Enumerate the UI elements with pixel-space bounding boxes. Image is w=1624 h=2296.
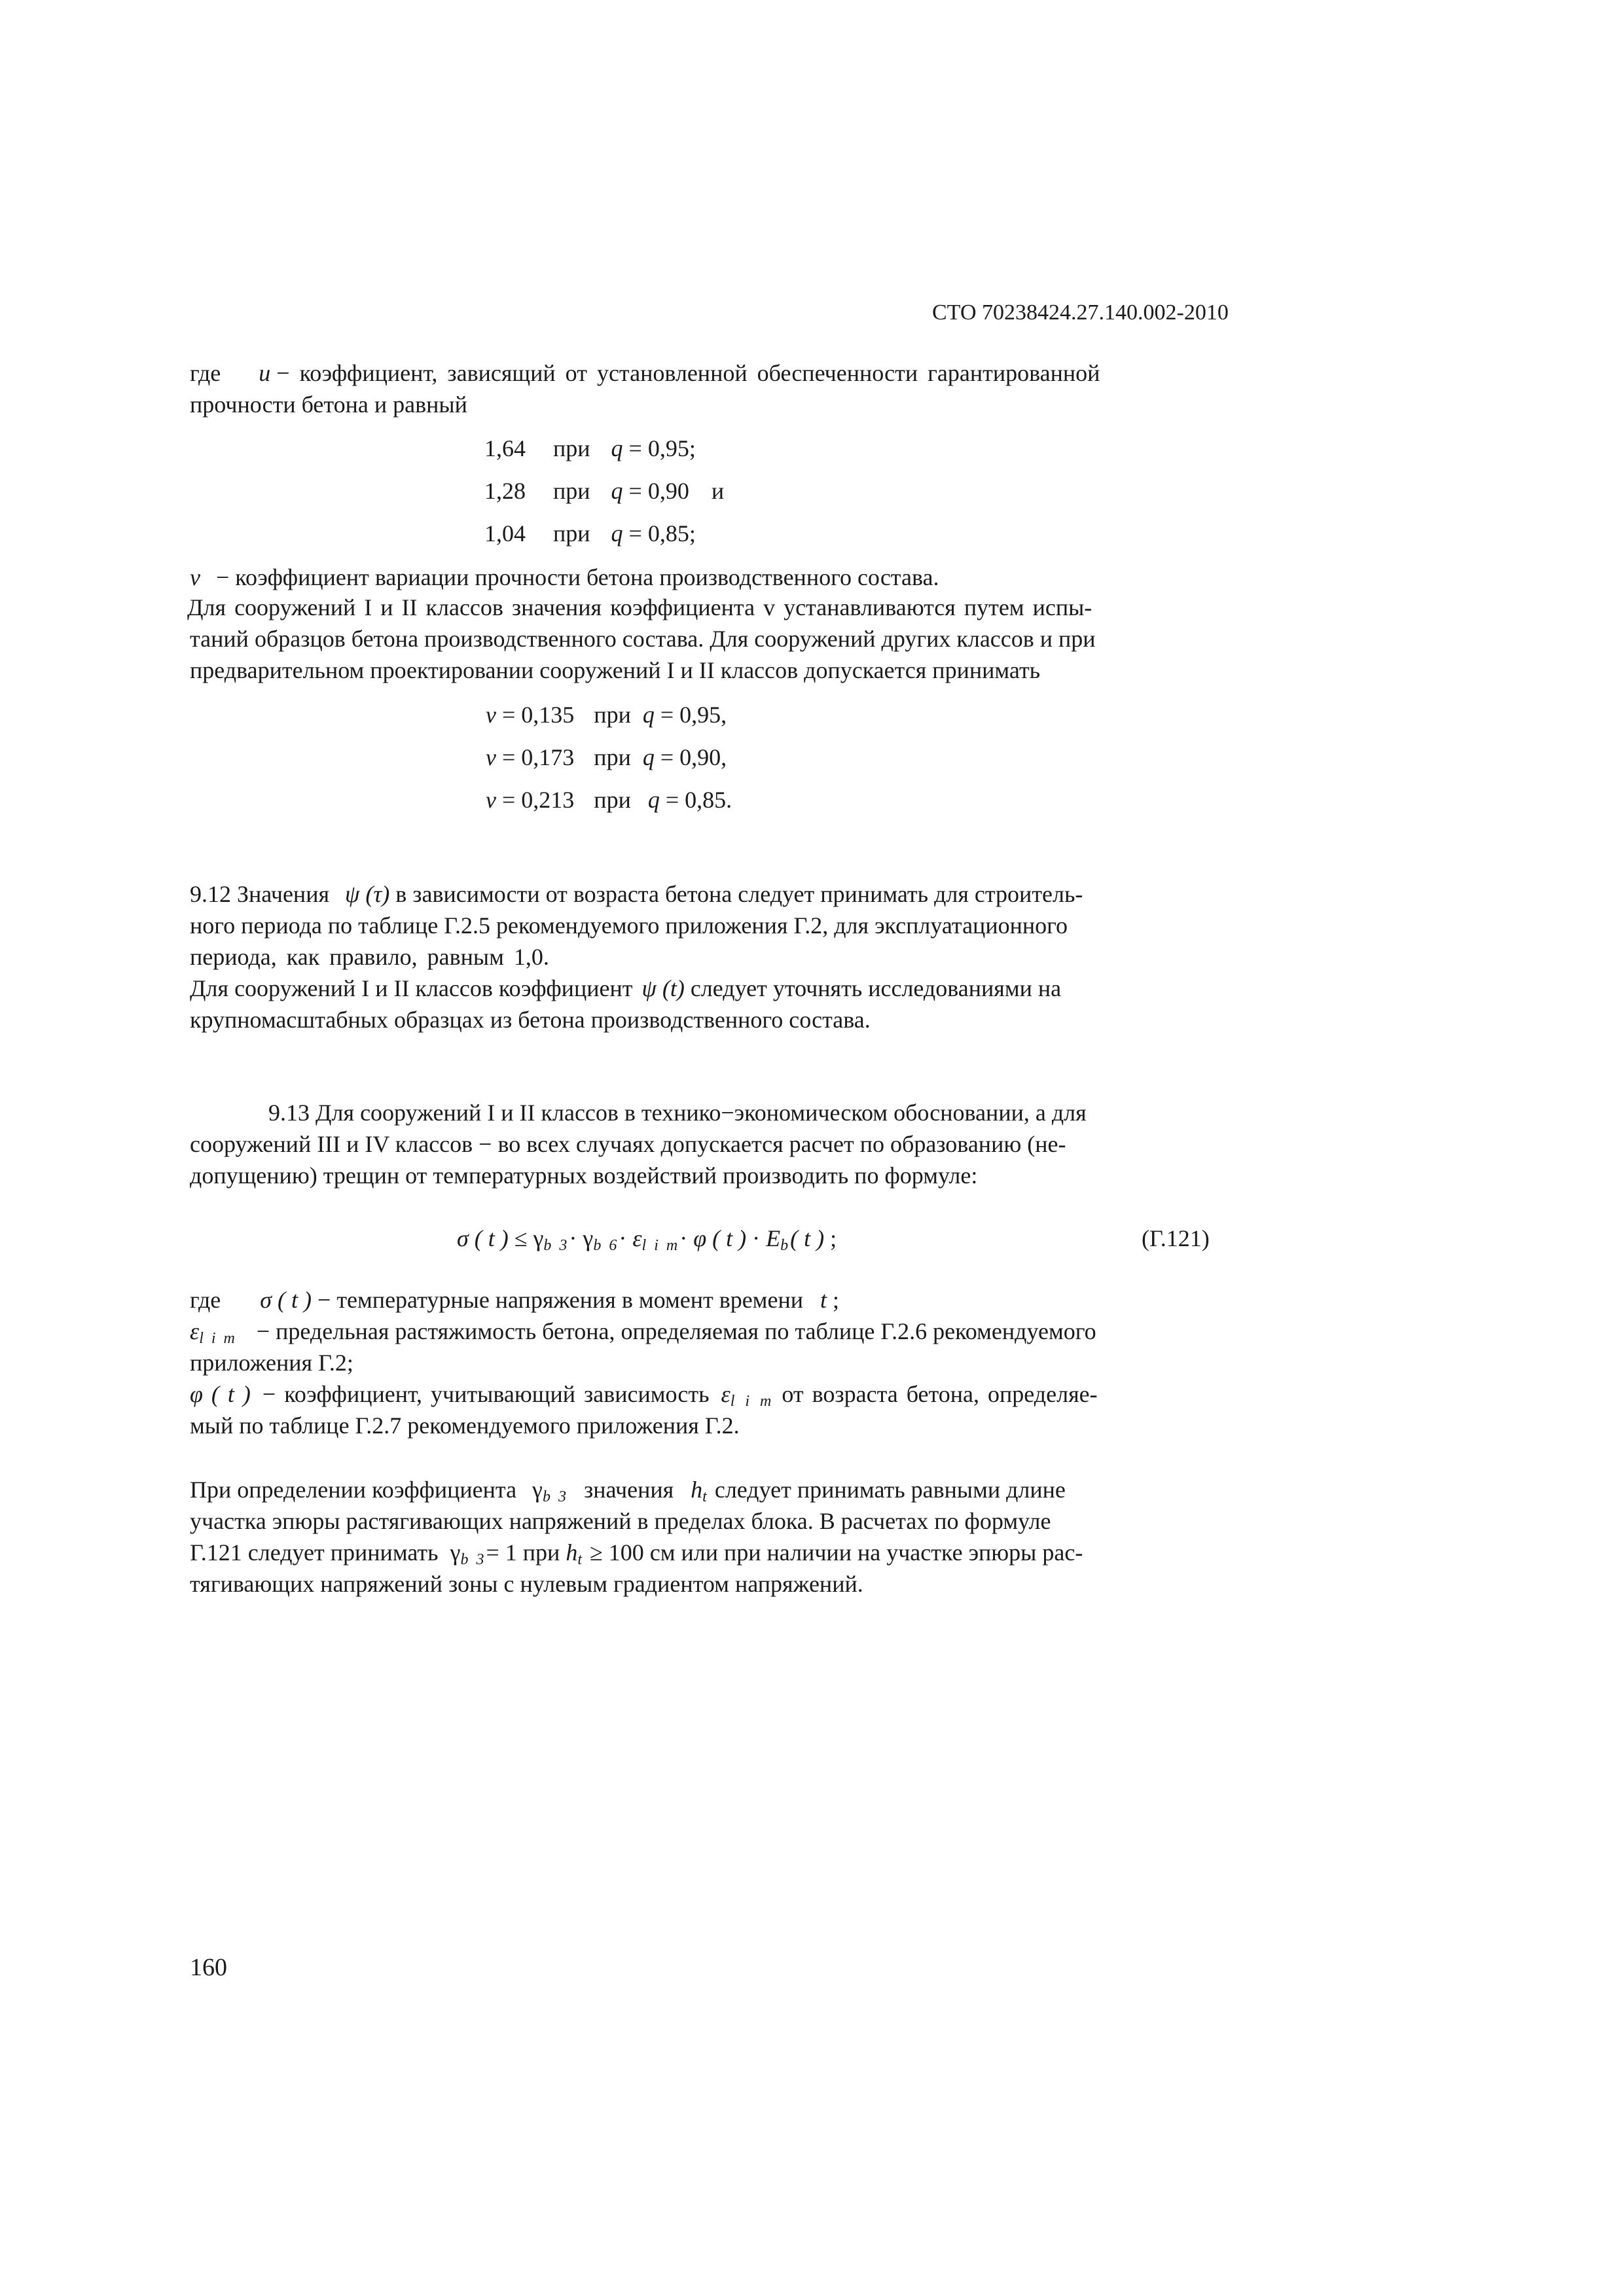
para-v-line2: Для сооружений I и II классов значения коэффициента v устанавливаются путем испы- xyxy=(187,594,1092,620)
section-913-line3: допущению) трещин от температурных воздействий производить по формуле: xyxy=(190,1162,978,1189)
page-number: 160 xyxy=(190,1954,227,1981)
final-line1: При определении коэффициента $\gamma_{b 3}$ значения $h_t$ следует принимать равными длине xyxy=(190,1477,1066,1505)
formula-g121: σ ( t ) ≤ $\gamma_{b 3}\cdot \gamma_{b 6}\cdot \varepsilon_{l i m}\cdot \varphi$ ( t ) · $E_b$( t ) ; xyxy=(457,1225,837,1254)
section-912-line1: 9.12 Значения ψ (τ) в зависимости от возраста бетона следует принимать для строитель- xyxy=(190,881,1083,907)
section-913-line2: сооружений III и IV классов − во всех случаях допускается расчет по образованию (не- xyxy=(190,1131,1066,1157)
section-912-line2: ного периода по таблице Г.2.5 рекомендуемого приложения Г.2, для эксплуатационного xyxy=(190,912,1068,939)
v-value-row: v = 0,173 при q = 0,90, xyxy=(486,744,727,770)
def-phi-line2: мый по таблице Г.2.7 рекомендуемого приложения Г.2. xyxy=(190,1412,740,1439)
section-912-line3: периода, как правило, равным 1,0. xyxy=(190,944,549,970)
v-symbol: v xyxy=(190,564,200,590)
v-value-row: v = 0,135 при q = 0,95, xyxy=(486,702,727,728)
def-eps: $\varepsilon_{l i m}$ − предельная растяжимость бетона, определяемая по таблице Г.2.6 рекомендуемого xyxy=(190,1318,1096,1347)
document-code: СТО 70238424.27.140.002-2010 xyxy=(932,300,1229,325)
u-value-row: 1,04 при q = 0,85; xyxy=(484,520,696,547)
u-value-row: 1,64 при q = 0,95; xyxy=(484,435,696,461)
section-913-line1: 9.13 Для сооружений I и II классов в технико−экономическом обосновании, а для xyxy=(268,1100,1087,1126)
def-phi: φ ( t ) − коэффициент, учитывающий зависимость $\varepsilon_{l i m}$ от возраста бетона, определяе- xyxy=(190,1381,1098,1410)
para-v-line3: таний образцов бетона производственного состава. Для сооружений других классов и при xyxy=(190,626,1096,652)
final-line2: участка эпюры растягивающих напряжений в пределах блока. В расчетах по формуле xyxy=(190,1508,1051,1534)
where-label: где xyxy=(190,360,221,386)
def-sigma: где σ ( t ) − температурные напряжения в момент времени t ; xyxy=(190,1287,840,1313)
para-v-line4: предварительном проектировании сооружений I и II классов допускается принимать xyxy=(190,657,1041,683)
u-value-row: 1,28 при q = 0,90 и xyxy=(484,478,725,504)
psi-tau-symbol: ψ (τ) xyxy=(345,881,390,907)
final-line4: тягивающих напряжений зоны с нулевым градиентом напряжений. xyxy=(190,1571,863,1597)
formula-number: (Г.121) xyxy=(1142,1225,1210,1251)
para-v-line1: v − коэффициент вариации прочности бетона производственного состава. xyxy=(190,564,939,590)
final-line3: Г.121 следует принимать $\gamma_{b 3}= 1$ при $h_t \ge 100$ см или при наличии на участке эпюры рас- xyxy=(190,1539,1083,1568)
para-u-line2: прочности бетона и равный xyxy=(190,391,467,418)
u-def-text: − коэффициент, зависящий от установленной обеспеченности гарантированной xyxy=(276,360,1100,386)
section-912-line5: крупномасштабных образцах из бетона производственного состава. xyxy=(190,1007,871,1033)
para-u-line1 xyxy=(190,357,1229,389)
psi-t-symbol: ψ (t) xyxy=(641,975,685,1001)
section-912-line4: Для сооружений I и II классов коэффициент ψ (t) следует уточнять исследованиями на xyxy=(190,975,1062,1001)
v-value-row: v = 0,213 при q = 0,85. xyxy=(486,787,732,813)
u-symbol: u xyxy=(259,360,271,386)
def-eps-line2: приложения Г.2; xyxy=(190,1350,353,1376)
